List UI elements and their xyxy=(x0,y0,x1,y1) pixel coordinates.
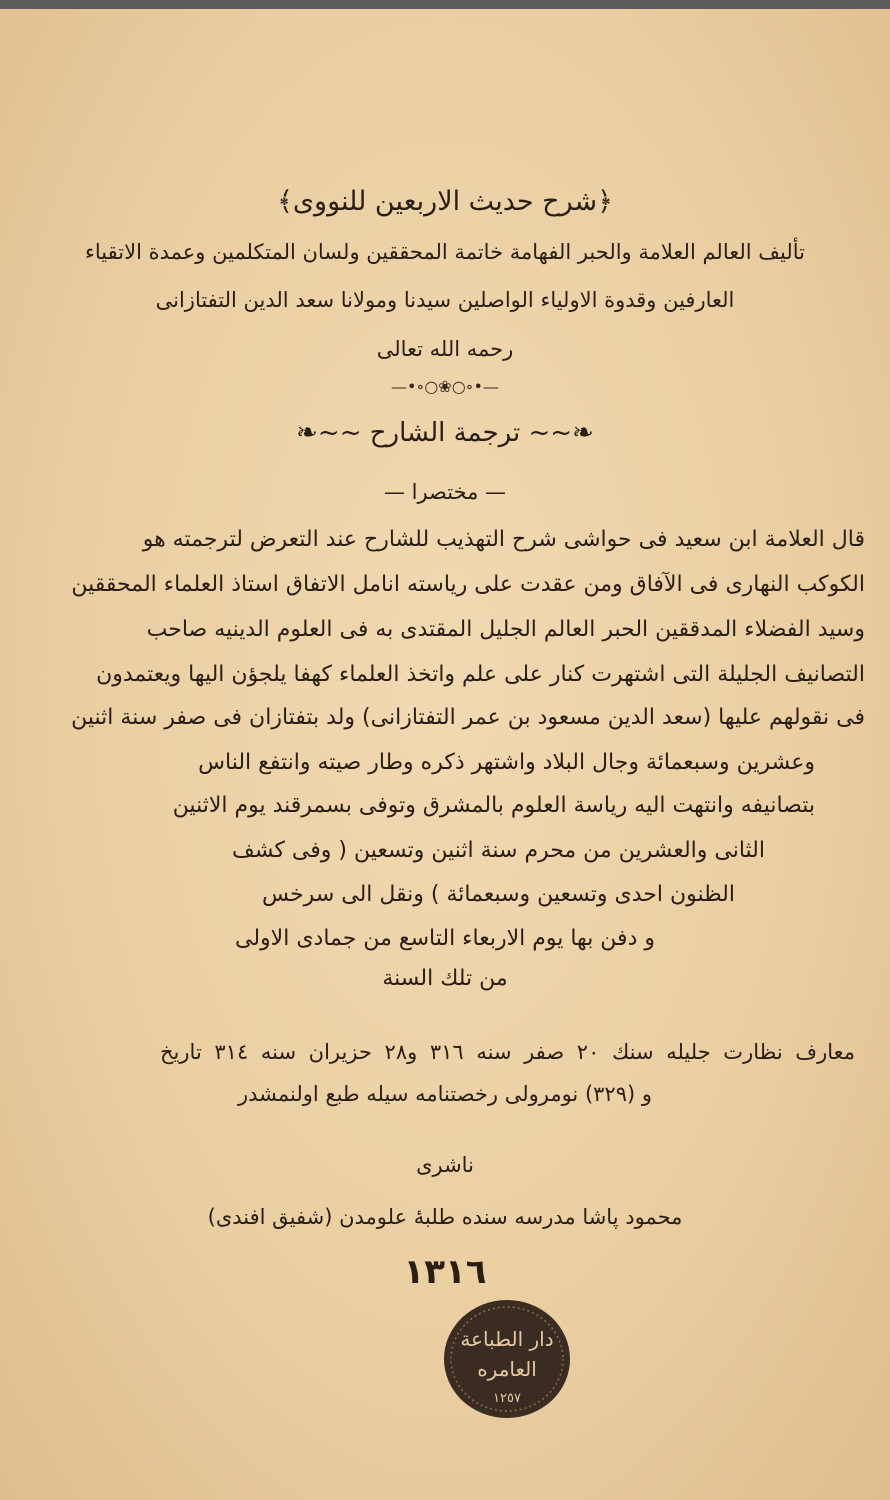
body-line-6: وعشرين وسبعمائة وجال البلاد واشتهر ذكره وطار صيته وانتفع الناس xyxy=(198,750,815,775)
seal-text-bottom: العامره xyxy=(477,1357,537,1381)
body-line-10: و دفن بها يوم الاربعاء التاسع من جمادى الاولى xyxy=(235,926,655,951)
section-heading: ترجمة الشارح xyxy=(369,418,521,448)
body-line-4: التصانيف الجليلة التى اشتهرت كنار على علم واتخذ العلماء كهفا يلجؤن اليها ويعتمدون xyxy=(96,662,865,687)
body-line-5: فى نقولهم عليها (سعد الدين مسعود بن عمر التفتازانى) ولد بتفتازان فى صفر سنة اثنين xyxy=(71,705,865,730)
scan-top-edge xyxy=(0,0,890,9)
publisher-label: ناشرى xyxy=(416,1153,474,1177)
author-line-3: رحمه الله تعالى xyxy=(376,337,514,361)
publication-year: ١٣١٦ xyxy=(403,1252,487,1292)
imprint-line-2: و (٣٢٩) نومرولى رخصتنامه سيله طبع اولنمشدر xyxy=(237,1082,653,1106)
author-line-2: العارفين وقدوة الاولياء الواصلين سيدنا ومولانا سعد الدين التفتازانى xyxy=(155,288,735,312)
body-line-8: الثانى والعشرين من محرم سنة اثنين وتسعين ( وفى كشف xyxy=(232,838,765,863)
body-line-11: من تلك السنة xyxy=(382,966,508,991)
section-subtitle: — مختصرا — xyxy=(383,480,507,504)
book-title: ﴿شرح حديث الاربعين للنووى﴾ xyxy=(277,186,613,217)
body-line-3: وسيد الفضلاء المدققين الحبر العالم الجليل المقتدى به فى العلوم الدينيه صاحب xyxy=(146,617,865,642)
section-heading-block xyxy=(0,418,890,448)
body-line-9: الظنون احدى وتسعين وسبعمائة ) ونقل الى سرخس xyxy=(262,882,735,907)
body-line-2: الكوكب النهارى فى الآفاق ومن عقدت على رياسته انامل الاتفاق استاذ العلماء المحققين xyxy=(71,572,865,597)
printing-house-seal xyxy=(442,1298,572,1420)
seal-number: ١٢٥٧ xyxy=(493,1391,521,1406)
author-line-1: تأليف العالم العلامة والحبر الفهامة خاتمة المحققين ولسان المتكلمين وعمدة الاتقياء xyxy=(85,240,805,264)
publisher-name: محمود پاشا مدرسه سنده طلبۀ علومدن (شفيق افندى) xyxy=(207,1205,683,1229)
imprint-line-1: معارف نظارت جليله سنك ٢٠ صفر سنه ٣١٦ و٢٨ حزيران سنه ٣١٤ تاريخ xyxy=(160,1040,855,1064)
body-line-1: قال العلامة ابن سعيد فى حواشى شرح التهذيب للشارح عند التعرض لترجمته هو xyxy=(142,527,865,552)
heading-ornament-left: ~~❧ xyxy=(296,418,362,448)
body-line-7: بتصانيفه وانتهت اليه رياسة العلوم بالمشرق وتوفى بسمرقند يوم الاثنين xyxy=(172,793,815,818)
heading-ornament-right: ❧~~ xyxy=(528,418,594,448)
seal-text-top: دار الطباعة xyxy=(460,1327,554,1351)
divider-ornament: —•∘○❀○∘•— xyxy=(391,377,499,396)
